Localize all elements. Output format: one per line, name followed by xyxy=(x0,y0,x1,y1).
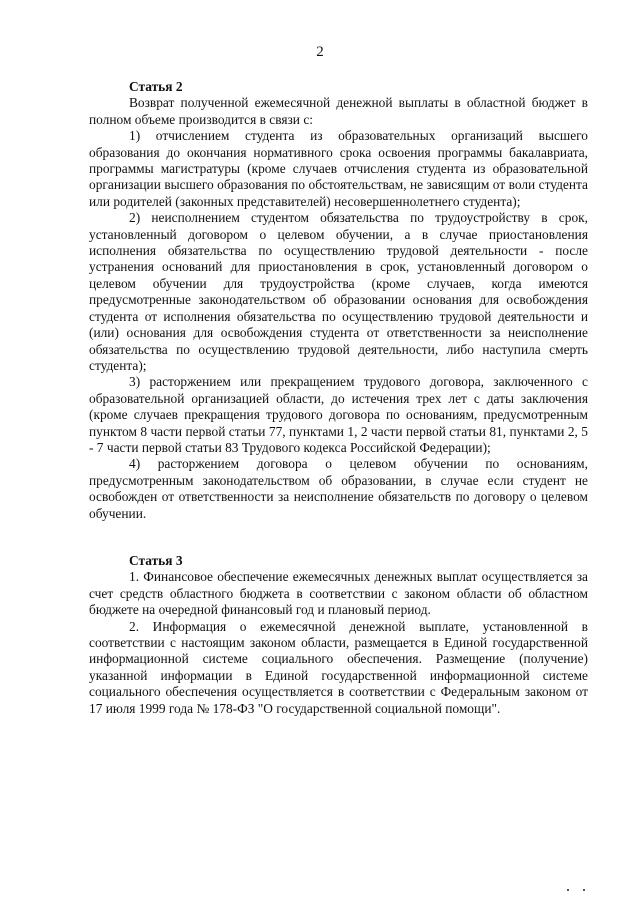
article-3-item-2: 2. Информация о ежемесячной денежной выплате, установленной в соответствии с настоящим законом области, размещается в Единой государственной информационной системе социального обеспечения. Размещение (получение) указанной информации в Единой государственной информационной системе социального обеспечения осуществляется в соответствии с Федеральным законом от 17 июля 1999 года № 178-ФЗ "О государственной социальной помощи". xyxy=(89,618,588,716)
scan-mark xyxy=(567,889,569,891)
article-3 xyxy=(89,553,588,717)
article-2-paragraph: Возврат полученной ежемесячной денежной выплаты в областной бюджет в полном объеме производится в связи с: xyxy=(89,95,588,127)
article-2 xyxy=(89,79,588,522)
article-2-title: Статья 2 xyxy=(129,79,183,94)
document-body xyxy=(89,79,588,717)
section-gap xyxy=(89,522,588,553)
article-3-title: Статья 3 xyxy=(129,552,183,568)
scan-mark xyxy=(583,889,585,891)
article-2-item-1: 1) отчислением студента из образовательных организаций высшего образования до окончания нормативного срока освоения программы бакалавриата, программы магистратуры (кроме случаев отчисления студента из образовательной организации высшего образования по обстоятельствам, не зависящим от воли студента или родителей (законных представителей) несовершеннолетнего студента); xyxy=(89,128,588,209)
article-2-item-3: 3) расторжением или прекращением трудового договора, заключенного с образовательной организацией области, до истечения трех лет с даты заключения (кроме случаев прекращения трудового договора по основаниям, предусмотренным пунктом 8 части первой статьи 77, пунктами 1, 2 части первой статьи 81, пунктами 2, 5 - 7 части первой статьи 83 Трудового кодекса Российской Федерации); xyxy=(89,374,588,455)
article-3-item-1: 1. Финансовое обеспечение ежемесячных денежных выплат осуществляется за счет средств областного бюджета в соответствии с законом области об областном бюджете на очередной финансовый год и плановый период. xyxy=(89,569,588,618)
page-number: 2 xyxy=(316,44,324,60)
article-2-item-4: 4) расторжением договора о целевом обучении по основаниям, предусмотренным законодательством об образовании, в случае если студент не освобожден от ответственности за неисполнение обязательств по договору о целевом обучении. xyxy=(89,456,588,521)
article-2-item-2: 2) неисполнением студентом обязательства по трудоустройству в срок, установленный договором о целевом обучении, а в случае приостановления исполнения обязательства по осуществлению трудовой деятельности - после устранения оснований для приостановления в срок, установленный договором о целевом обучении для трудоустройства (кроме случаев, когда имеются предусмотренные законодательством об образовании основания для освобождения студента от исполнения обязательства по осуществлению трудовой деятельности и (или) основания для освобождения студента от ответственности за неисполнение обязательства по осуществлению трудовой деятельности, либо наступила смерть студента); xyxy=(89,210,588,373)
